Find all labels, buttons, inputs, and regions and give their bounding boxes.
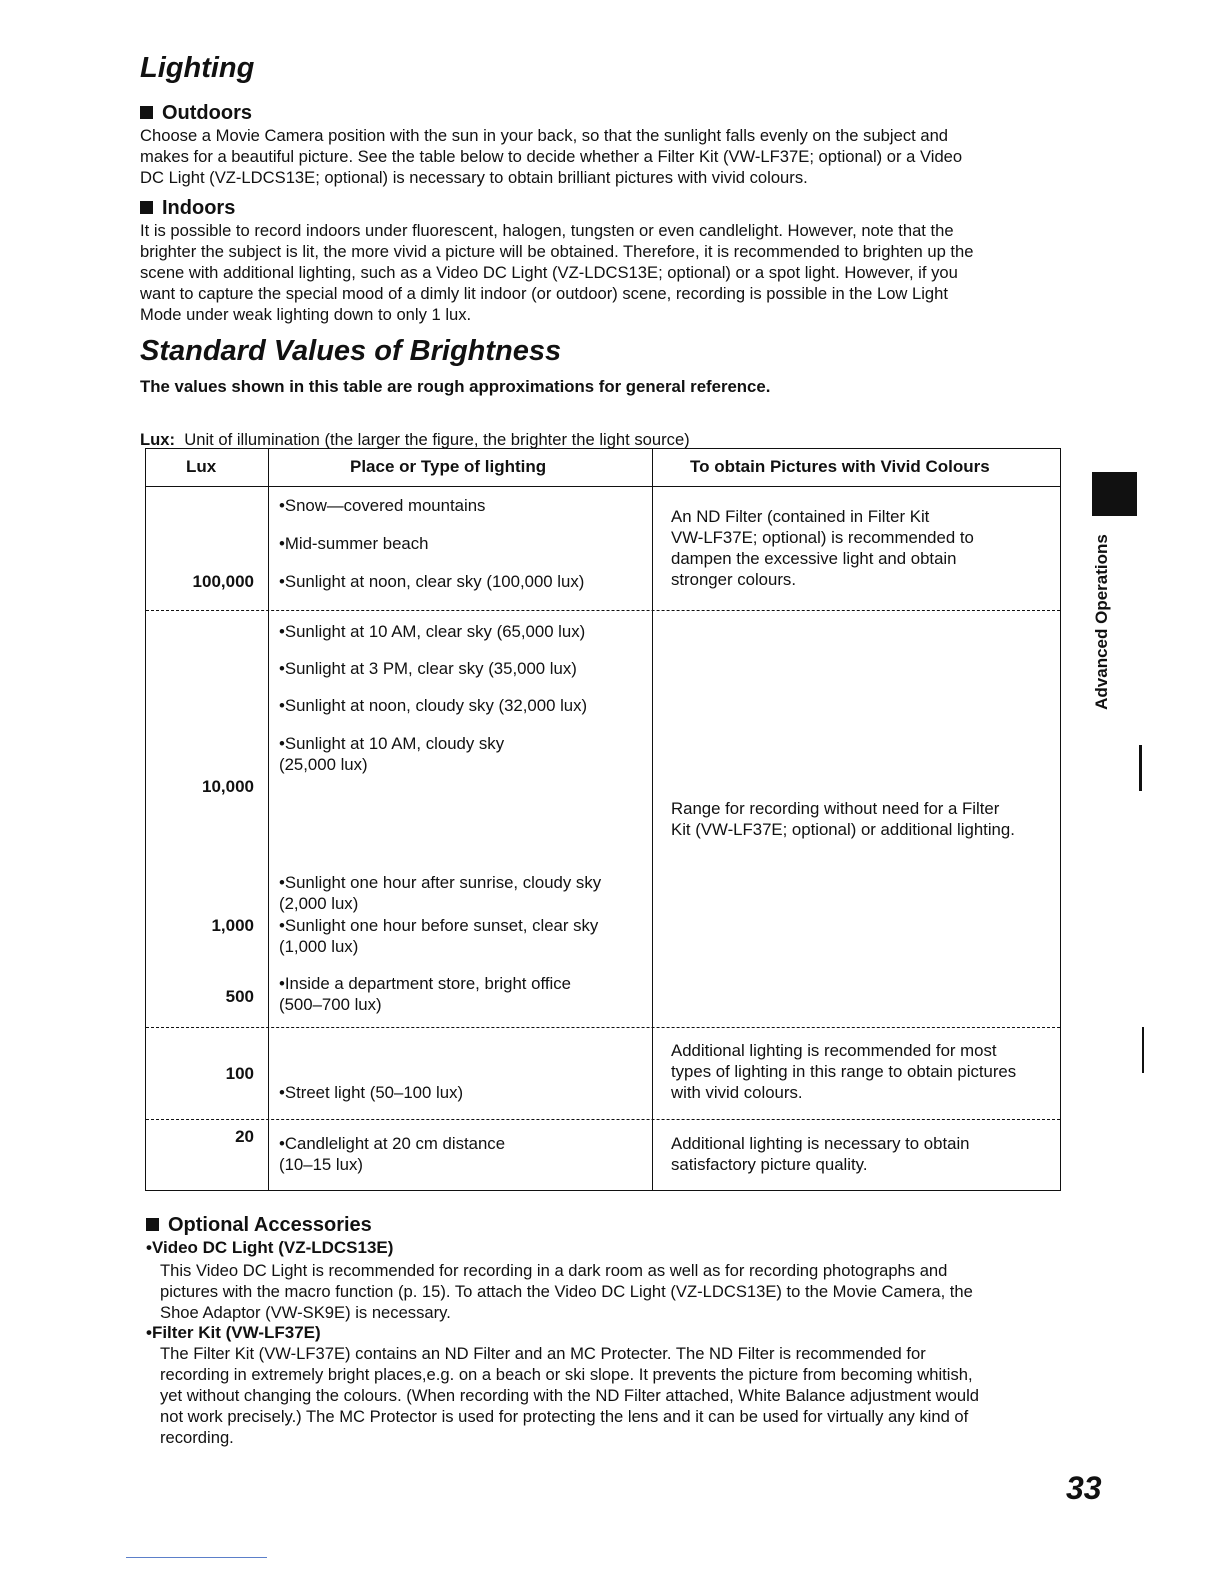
lux-value: 20 — [235, 1127, 254, 1146]
place-item: •Street light (50–100 lux) — [279, 1083, 464, 1102]
accessories-heading — [146, 1214, 372, 1237]
lux-value: 500 — [225, 987, 254, 1006]
lux-def-text: Unit of illumination (the larger the figure, the brighter the light source) — [184, 430, 690, 449]
place-item: •Sunlight at noon, cloudy sky (32,000 lux) — [279, 696, 588, 715]
indoors-heading-text: Indoors — [162, 197, 236, 219]
range-divider — [146, 1119, 1060, 1120]
indoors-text: It is possible to record indoors under fluorescent, halogen, tungsten or even candlelight. However, note that the brighter the subject is lit, the more vivid a picture will be obtained. Therefore, it is recommended to brighten up the scene with additional lighting, such as a Video DC Light (VZ-LDCS13E; optional) or a spot light. However, if you want to capture the special mood of a dimly lit indoor (or outdoor) scene, recording is possible in the Low Light Mode under weak lighting down to only 1 lux. — [140, 221, 974, 324]
brightness-table — [145, 448, 1061, 1191]
indoors-heading — [140, 197, 235, 220]
place-item: •Sunlight at 10 AM, clear sky (65,000 lux) — [279, 622, 586, 641]
outdoors-text: Choose a Movie Camera position with the sun in your back, so that the sunlight falls evenly on the subject and makes for a beautiful picture. See the table below to decide whether a Filter Kit (VW-LF37E; optional) or a Video DC Light (VZ-LDCS13E; optional) is necessary to obtain brilliant pictures with vivid colours. — [140, 126, 963, 187]
lux-value: 100 — [225, 1064, 254, 1083]
vivid-note: An ND Filter (contained in Filter Kit VW-LF37E; optional) is recommended to dampen the excessive light and obtain stronger colours. — [671, 507, 974, 589]
place-item: •Mid-summer beach — [279, 534, 429, 553]
lighting-title: Lighting — [140, 52, 255, 84]
page-number: 33 — [1066, 1470, 1102, 1506]
brightness-subtitle: The values shown in this table are rough approximations for general reference. — [140, 377, 771, 396]
range-divider — [146, 1027, 1060, 1028]
filter-kit-text: The Filter Kit (VW-LF37E) contains an ND Filter and an MC Protecter. The ND Filter is recommended for recording in extremely bright places,e.g. on a beach or ski slope. It prevents the picture from becoming whitish, yet without changing the colours. (When recording with the ND Filter attached, White Balance adjustment would not work precisely.) The MC Protector is used for protecting the lens and it can be used for virtually any kind of recording. — [160, 1344, 980, 1447]
outdoors-heading — [140, 102, 252, 125]
col-divider — [652, 449, 653, 1190]
square-bullet-icon — [146, 1218, 159, 1231]
header-divider — [146, 486, 1060, 487]
place-item: •Sunlight one hour before sunset, clear sky (1,000 lux) — [279, 916, 599, 956]
place-item: •Snow—covered mountains — [279, 496, 486, 515]
header-vivid: To obtain Pictures with Vivid Colours — [690, 457, 990, 476]
header-lux: Lux — [186, 457, 217, 476]
vivid-note: Range for recording without need for a Filter Kit (VW-LF37E; optional) or additional lighting. — [671, 799, 1015, 839]
col-divider — [268, 449, 269, 1190]
place-item: •Sunlight at 3 PM, clear sky (35,000 lux) — [279, 659, 577, 678]
lux-definition — [140, 408, 690, 450]
square-bullet-icon — [140, 201, 153, 214]
margin-mark — [1139, 745, 1142, 791]
place-item: •Sunlight one hour after sunrise, cloudy sky (2,000 lux) — [279, 873, 602, 913]
lux-value: 1,000 — [211, 916, 254, 935]
place-item: •Inside a department store, bright office (500–700 lux) — [279, 974, 571, 1014]
lux-label: Lux: — [140, 430, 176, 449]
outdoors-heading-text: Outdoors — [162, 102, 252, 124]
section-side-label: Advanced Operations — [1092, 534, 1111, 710]
footer-line — [126, 1557, 267, 1558]
lux-value: 100,000 — [192, 572, 254, 591]
place-item: •Sunlight at noon, clear sky (100,000 lux) — [279, 572, 585, 591]
lux-value: 10,000 — [202, 777, 254, 796]
place-item: •Sunlight at 10 AM, cloudy sky (25,000 lux) — [279, 734, 505, 774]
accessories-heading-text: Optional Accessories — [168, 1214, 372, 1236]
vivid-note: Additional lighting is necessary to obtain satisfactory picture quality. — [671, 1134, 970, 1174]
video-light-title: •Video DC Light (VZ-LDCS13E) — [146, 1238, 394, 1257]
header-place: Place or Type of lighting — [350, 457, 547, 476]
margin-mark — [1142, 1027, 1144, 1073]
place-item: •Candlelight at 20 cm distance (10–15 lux) — [279, 1134, 506, 1174]
brightness-title: Standard Values of Brightness — [140, 335, 562, 367]
video-light-text: This Video DC Light is recommended for recording in a dark room as well as for recording photographs and pictures with the macro function (p. 15). To attach the Video DC Light (VZ-LDCS13E) to the Movie Camera, the Shoe Adaptor (VW-SK9E) is necessary. — [160, 1261, 973, 1322]
square-bullet-icon — [140, 106, 153, 119]
section-tab-marker — [1092, 472, 1137, 516]
range-divider — [146, 610, 1060, 611]
filter-kit-title: •Filter Kit (VW-LF37E) — [146, 1323, 321, 1342]
vivid-note: Additional lighting is recommended for most types of lighting in this range to obtain pictures with vivid colours. — [671, 1041, 1017, 1102]
